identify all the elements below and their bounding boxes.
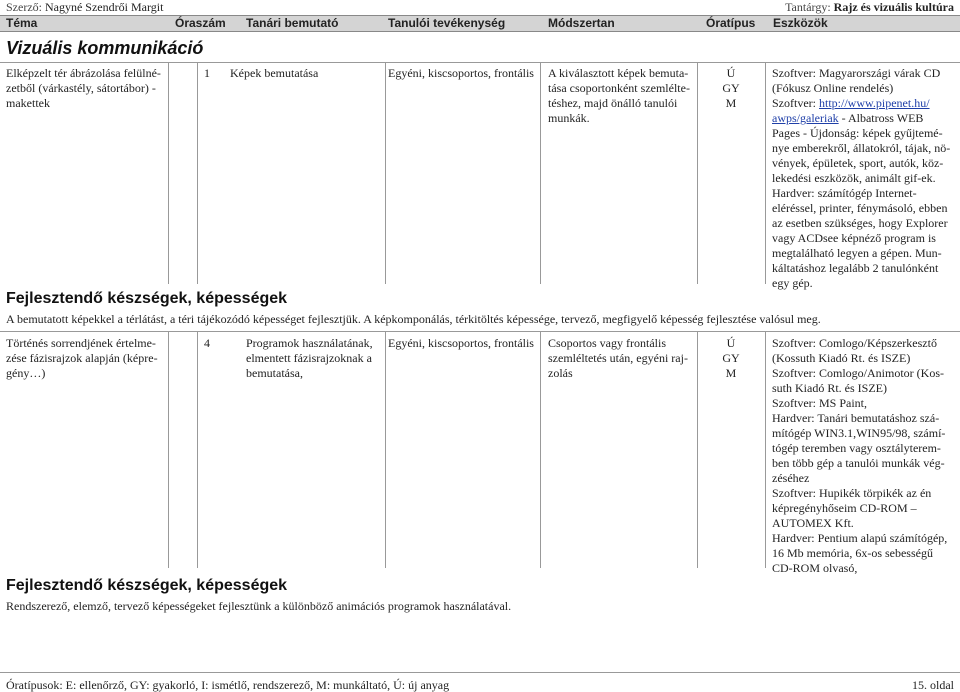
row-1-topic <box>6 66 166 111</box>
column-header-row <box>0 15 960 32</box>
tools-line: az esetben szükséges, hogy Explorer <box>772 216 948 230</box>
row-2-divider <box>385 331 386 568</box>
tools-line <box>772 111 958 126</box>
tools-line: Pages - Újdonság: képek gyűjtemé- <box>772 126 943 140</box>
skills-text-2: Rendszerező, elemző, tervező képességeket fejlesztünk a különböző animációs programok használatával. <box>6 599 512 613</box>
topic-line: Elképzelt tér ábrázolása felülné- <box>6 66 161 80</box>
page-number: 15. oldal <box>912 678 954 692</box>
tools-line: Szoftver: Comlogo/Képszerkesztő <box>772 336 937 350</box>
row-1-lesson-types <box>700 66 762 111</box>
tools-line: Szoftver: Hupikék törpikék az én <box>772 486 932 500</box>
topic-line: gény…) <box>6 366 46 380</box>
tools-line: lekedési eszközök, animált gif-ek. <box>772 171 936 185</box>
section-title: Vizuális kommunikáció <box>6 38 204 58</box>
tools-line: CD-ROM olvasó, <box>772 561 858 575</box>
author-label: Szerző: <box>6 0 42 14</box>
row-1-divider <box>385 62 386 284</box>
tools-line: suth Kiadó Rt. és ISZE) <box>772 381 887 395</box>
method-line: Csoportos vagy frontális <box>548 336 666 350</box>
tools-line: zéséhez <box>772 471 810 485</box>
column-header-tools: Eszközök <box>773 16 828 30</box>
method-line: tása csoportonként szemlélte- <box>548 81 690 95</box>
row-2-top-border <box>0 331 960 332</box>
tools-line: Hardver: Tanári bemutatáshoz szá- <box>772 411 940 425</box>
method-line: szemléltetés után, egyéni raj- <box>548 351 688 365</box>
tools-line: Hardver: számítógép Internet- <box>772 186 917 200</box>
row-2-divider <box>540 331 541 568</box>
tools-line: vagy ACDsee képnéző program is <box>772 231 936 245</box>
row-1-top-border <box>0 62 960 63</box>
method-line: zolás <box>548 366 573 380</box>
tools-line: tógép teremben vagy osztályterem- <box>772 441 941 455</box>
tools-line: Szoftver: Comlogo/Animotor (Kos- <box>772 366 944 380</box>
tools-line: Szoftver: Magyarországi várak CD <box>772 66 941 80</box>
lesson-type: GY <box>722 351 740 365</box>
column-header-topic: Téma <box>6 16 38 30</box>
row-2-divider <box>765 331 766 568</box>
lesson-type: Ú <box>726 66 736 80</box>
row-2-method <box>548 336 694 381</box>
footer-border <box>0 672 960 673</box>
tools-line: ben több gép a tanulói munkák vég- <box>772 456 945 470</box>
tools-link-suffix: - Albatross WEB <box>838 111 924 125</box>
row-2-divider <box>168 331 169 568</box>
subject-value: Rajz és vizuális kultúra <box>833 0 954 14</box>
subject-label: Tantárgy: <box>785 0 831 14</box>
subject <box>785 0 954 14</box>
row-2-lesson-types <box>700 336 762 381</box>
tools-line: megtalálható legyen a gépen. Mun- <box>772 246 942 260</box>
demo-line: elmentett fázisrajzoknak a <box>246 351 372 365</box>
tools-line: egy gép. <box>772 276 813 290</box>
tools-line: eléréssel, printer, fénymásoló, ebben <box>772 201 948 215</box>
row-1-method <box>548 66 694 126</box>
tools-line: képregényhőseim CD-ROM – <box>772 501 917 515</box>
gallery-link-continued[interactable]: awps/galeriak <box>772 111 839 125</box>
tools-line: mítógép WIN3.1,WIN95/98, számí- <box>772 426 946 440</box>
row-2-divider <box>697 331 698 568</box>
tools-line: (Fókusz Online rendelés) <box>772 81 894 95</box>
lesson-type: M <box>725 366 737 380</box>
topic-line: makettek <box>6 96 50 110</box>
row-2-topic <box>6 336 166 381</box>
column-header-hours: Óraszám <box>175 16 226 30</box>
column-header-lesson-type: Óratípus <box>706 16 756 30</box>
row-1-tools <box>772 66 958 291</box>
tools-line: nye emberekről, állatokról, tájak, nö- <box>772 141 951 155</box>
method-line: munkák. <box>548 111 590 125</box>
lesson-type: Ú <box>726 336 736 350</box>
topic-line: zése fázisrajzok alapján (képre- <box>6 351 158 365</box>
tools-line: (Kossuth Kiadó Rt. és ISZE) <box>772 351 911 365</box>
skills-text-1: A bemutatott képekkel a térlátást, a téri tájékozódó képességet fejlesztjük. A képkomponálás, térkitöltés képessége, tervező, megfigyelő képesség fejlesztése valósul meg. <box>6 312 821 326</box>
row-2-hours: 4 <box>204 336 210 350</box>
row-1-divider <box>697 62 698 284</box>
row-1-activity: Egyéni, kiscsoportos, frontális <box>388 66 534 80</box>
lesson-type: GY <box>722 81 740 95</box>
tools-line: Szoftver: MS Paint, <box>772 396 867 410</box>
column-header-method: Módszertan <box>548 16 615 30</box>
tools-line <box>772 96 958 111</box>
lesson-type: M <box>725 96 737 110</box>
column-header-activity: Tanulói tevékenység <box>388 16 506 30</box>
row-1-divider <box>197 62 198 284</box>
row-1-divider <box>540 62 541 284</box>
tools-line: 16 Mb memória, 6x-os sebességű <box>772 546 933 560</box>
gallery-link[interactable]: http://www.pipenet.hu/ <box>819 96 930 110</box>
row-2-tools <box>772 336 958 576</box>
column-header-demo: Tanári bemutató <box>246 16 339 30</box>
method-line: téshez, majd önálló tanulói <box>548 96 678 110</box>
row-1-divider <box>168 62 169 284</box>
row-1-divider <box>765 62 766 284</box>
row-1-demo: Képek bemutatása <box>230 66 319 80</box>
row-1-hours: 1 <box>204 66 210 80</box>
skills-heading-1: Fejlesztendő készségek, képességek <box>6 290 288 307</box>
document-header <box>0 0 960 14</box>
author <box>6 0 163 14</box>
tools-line: AUTOMEX Kft. <box>772 516 854 530</box>
row-2-activity: Egyéni, kiscsoportos, frontális <box>388 336 534 350</box>
row-2-divider <box>197 331 198 568</box>
skills-heading-2: Fejlesztendő készségek, képességek <box>6 577 288 594</box>
author-name: Nagyné Szendrői Margit <box>44 0 164 14</box>
method-line: A kiválasztott képek bemuta- <box>548 66 689 80</box>
demo-line: bemutatása, <box>246 366 303 380</box>
topic-line: zetből (várkastély, sátortábor) - <box>6 81 156 95</box>
tools-line: vények, épületek, sport, autók, köz- <box>772 156 944 170</box>
topic-line: Történés sorrendjének értelme- <box>6 336 156 350</box>
tools-link-prefix: Szoftver: <box>772 96 819 110</box>
tools-line: káltatáshoz legalább 2 tanulónként <box>772 261 939 275</box>
row-2-demo <box>246 336 382 381</box>
lesson-type-legend: Óratípusok: E: ellenőrző, GY: gyakorló, I: ismétlő, rendszerező, M: munkáltató, Ú: új anyag <box>6 678 450 692</box>
demo-line: Programok használatának, <box>246 336 373 350</box>
tools-line: Hardver: Pentium alapú számítógép, <box>772 531 948 545</box>
